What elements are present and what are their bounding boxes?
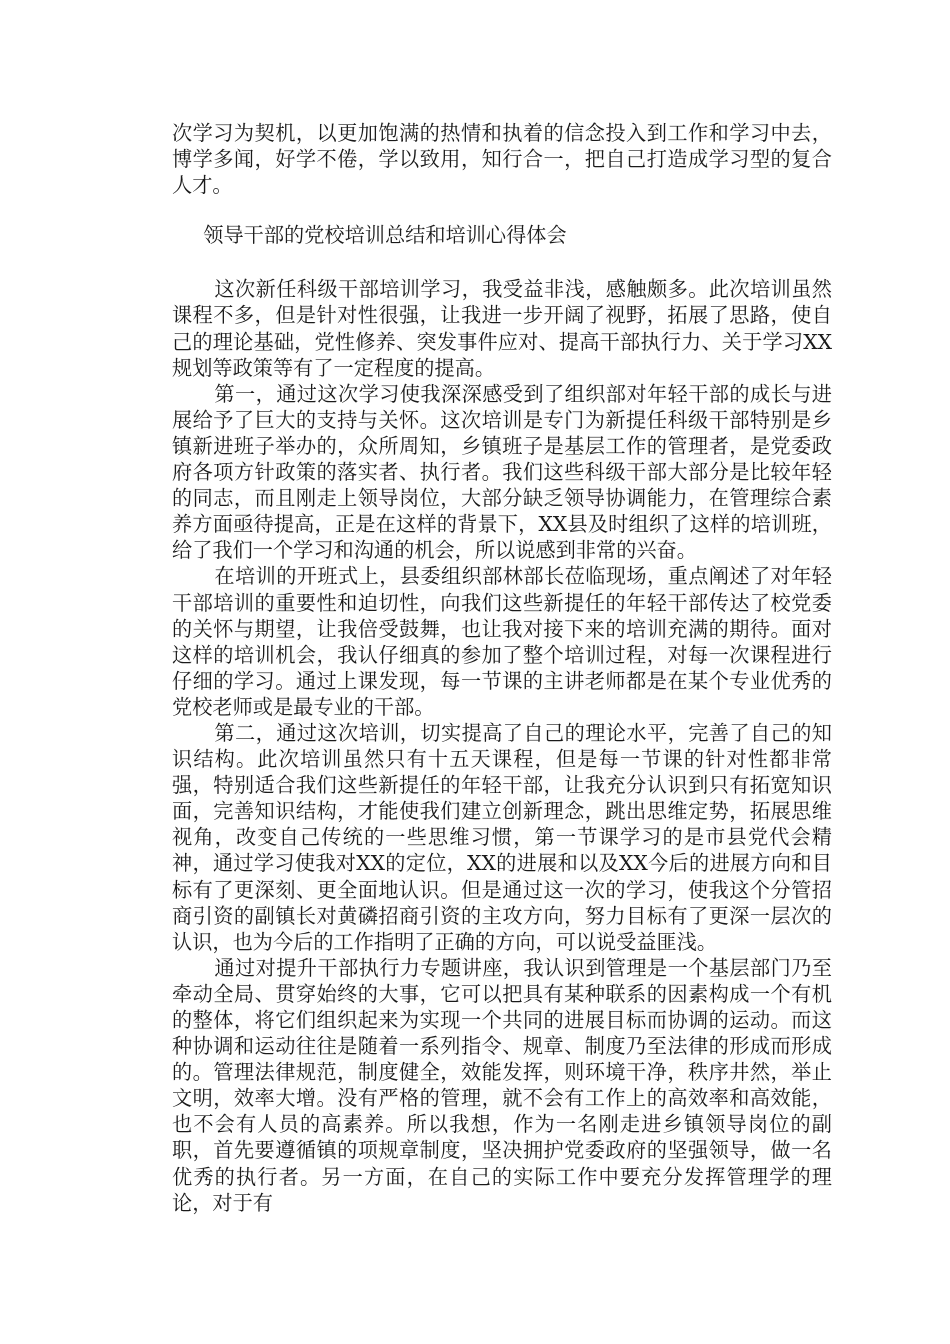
document-title: 领导干部的党校培训总结和培训心得体会 bbox=[203, 223, 567, 248]
body-paragraph-5: 通过对提升干部执行力专题讲座，我认识到管理是一个基层部门乃至牵动全局、贯穿始终的大事，它可以把具有某种联系的因素构成一个有机的整体，将它们组织起来为实现一个共同的进展目标而协调的运动。而这种协调和运动往往是随着一系列指令、规章、制度乃至法律的形成而形成的。管理法律规范，制度健全，效能发挥，则环境干净，秩序井然，举止文明，效率大增。没有严格的管理，就不会有工作上的高效率和高效能，也不会有人员的高素养。所以我想，作为一名刚走进乡镇领导岗位的副职，首先要遵循镇的项规章制度，坚决拥护党委政府的坚强领导，做一名优秀的执行者。另一方面，在自己的实际工作中要充分发挥管理学的理论，对于有 bbox=[172, 955, 832, 1215]
intro-paragraph: 次学习为契机，以更加饱满的热情和执着的信念投入到工作和学习中去，博学多闻，好学不倦，学以致用，知行合一，把自己打造成学习型的复合人才。 bbox=[172, 121, 832, 198]
document-page bbox=[172, 120, 832, 1216]
body-paragraph-4: 第二，通过这次培训，切实提高了自己的理论水平，完善了自己的知识结构。此次培训虽然只有十五天课程，但是每一节课的针对性都非常强，特别适合我们这些新提任的年轻干部，让我充分认识到只有拓宽知识面，完善知识结构，才能使我们建立创新理念，跳出思维定势，拓展思维视角，改变自己传统的一些思维习惯，第一节课学习的是市县党代会精神，通过学习使我对XX的定位，XX的进展和以及XX今后的进展方向和目标有了更深刻、更全面地认识。但是通过这一次的学习，使我这个分管招商引资的副镇长对黄磷招商引资的主攻方向，努力目标有了更深一层次的认识，也为今后的工作指明了正确的方向，可以说受益匪浅。 bbox=[172, 720, 832, 954]
body-paragraph-2: 第一，通过这次学习使我深深感受到了组织部对年轻干部的成长与进展给予了巨大的支持与关怀。这次培训是专门为新提任科级干部特别是乡镇新进班子举办的，众所周知，乡镇班子是基层工作的管理者，是党委政府各项方针政策的落实者、执行者。我们这些科级干部大部分是比较年轻的同志，而且刚走上领导岗位，大部分缺乏领导协调能力，在管理综合素养方面亟待提高，正是在这样的背景下，XX县及时组织了这样的培训班，给了我们一个学习和沟通的机会，所以说感到非常的兴奋。 bbox=[172, 381, 832, 563]
body-paragraph-1: 这次新任科级干部培训学习，我受益非浅，感触颇多。此次培训虽然课程不多，但是针对性很强，让我进一步开阔了视野，拓展了思路，使自己的理论基础，党性修养、突发事件应对、提高干部执行力、关于学习XX规划等政策等有了一定程度的提高。 bbox=[172, 277, 832, 380]
body-paragraph-3: 在培训的开班式上，县委组织部林部长莅临现场，重点阐述了对年轻干部培训的重要性和迫切性，向我们这些新提任的年轻干部传达了校党委的关怀与期望，让我倍受鼓舞，也让我对接下来的培训充满的期待。面对这样的培训机会，我认仔细真的参加了整个培训过程，对每一次课程进行仔细的学习。通过上课发现，每一节课的主讲老师都是在某个专业优秀的党校老师或是最专业的干部。 bbox=[172, 564, 832, 719]
